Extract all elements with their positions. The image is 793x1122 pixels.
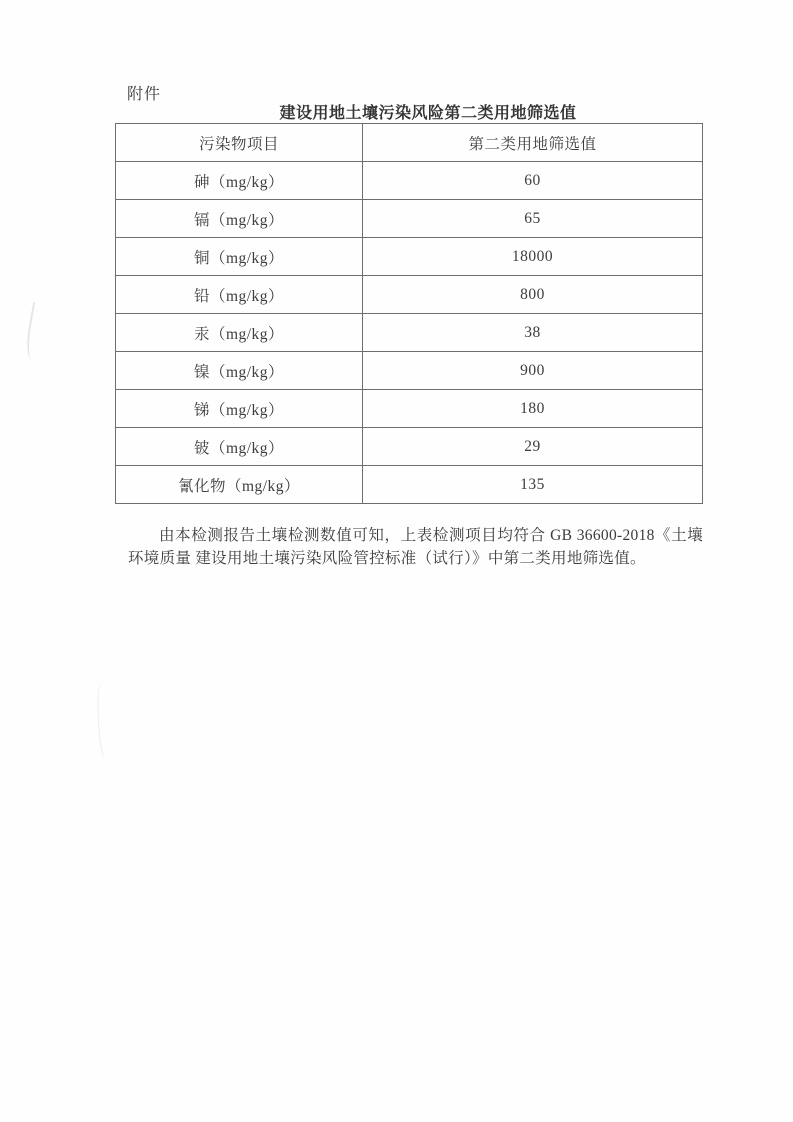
table-row [116,428,703,466]
screening-value-cell: 38 [363,314,703,352]
pollutant-name-cell: 镍（mg/kg） [116,352,363,390]
pollutant-name-cell: 镉（mg/kg） [116,200,363,238]
screening-value-cell: 800 [363,276,703,314]
screening-value-cell: 135 [363,466,703,504]
column-header-screening-value: 第二类用地筛选值 [363,124,703,162]
pollutant-name-cell: 氰化物（mg/kg） [116,466,363,504]
attachment-label: 附件 [127,86,162,103]
screening-value-cell: 65 [363,200,703,238]
scan-smudge-mark [23,302,49,362]
pollutant-name-cell: 砷（mg/kg） [116,162,363,200]
table-row [116,162,703,200]
pollutant-name-cell: 铜（mg/kg） [116,238,363,276]
table-row [116,276,703,314]
table-row [116,200,703,238]
pollutant-name-cell: 汞（mg/kg） [116,314,363,352]
table-row [116,314,703,352]
screening-value-cell: 900 [363,352,703,390]
screening-value-cell: 180 [363,390,703,428]
pollutant-name-cell: 铍（mg/kg） [116,428,363,466]
pollutant-name-cell: 铅（mg/kg） [116,276,363,314]
table-row [116,238,703,276]
screening-value-cell: 18000 [363,238,703,276]
table-row [116,466,703,504]
closing-paragraph: 由本检测报告土壤检测数值可知，上表检测项目均符合 GB 36600-2018《土壤环境质量 建设用地土壤污染风险管控标准（试行）》中第二类用地筛选值。 [128,527,703,567]
screening-value-cell: 60 [363,162,703,200]
column-header-pollutant: 污染物项目 [116,124,363,162]
screening-values-table [115,123,703,504]
scan-smudge-mark [95,682,113,761]
table-title: 建设用地土壤污染风险第二类用地筛选值 [279,105,577,122]
pollutant-name-cell: 锑（mg/kg） [116,390,363,428]
screening-value-cell: 29 [363,428,703,466]
table-header-row [116,124,703,162]
table-row [116,352,703,390]
table-row [116,390,703,428]
